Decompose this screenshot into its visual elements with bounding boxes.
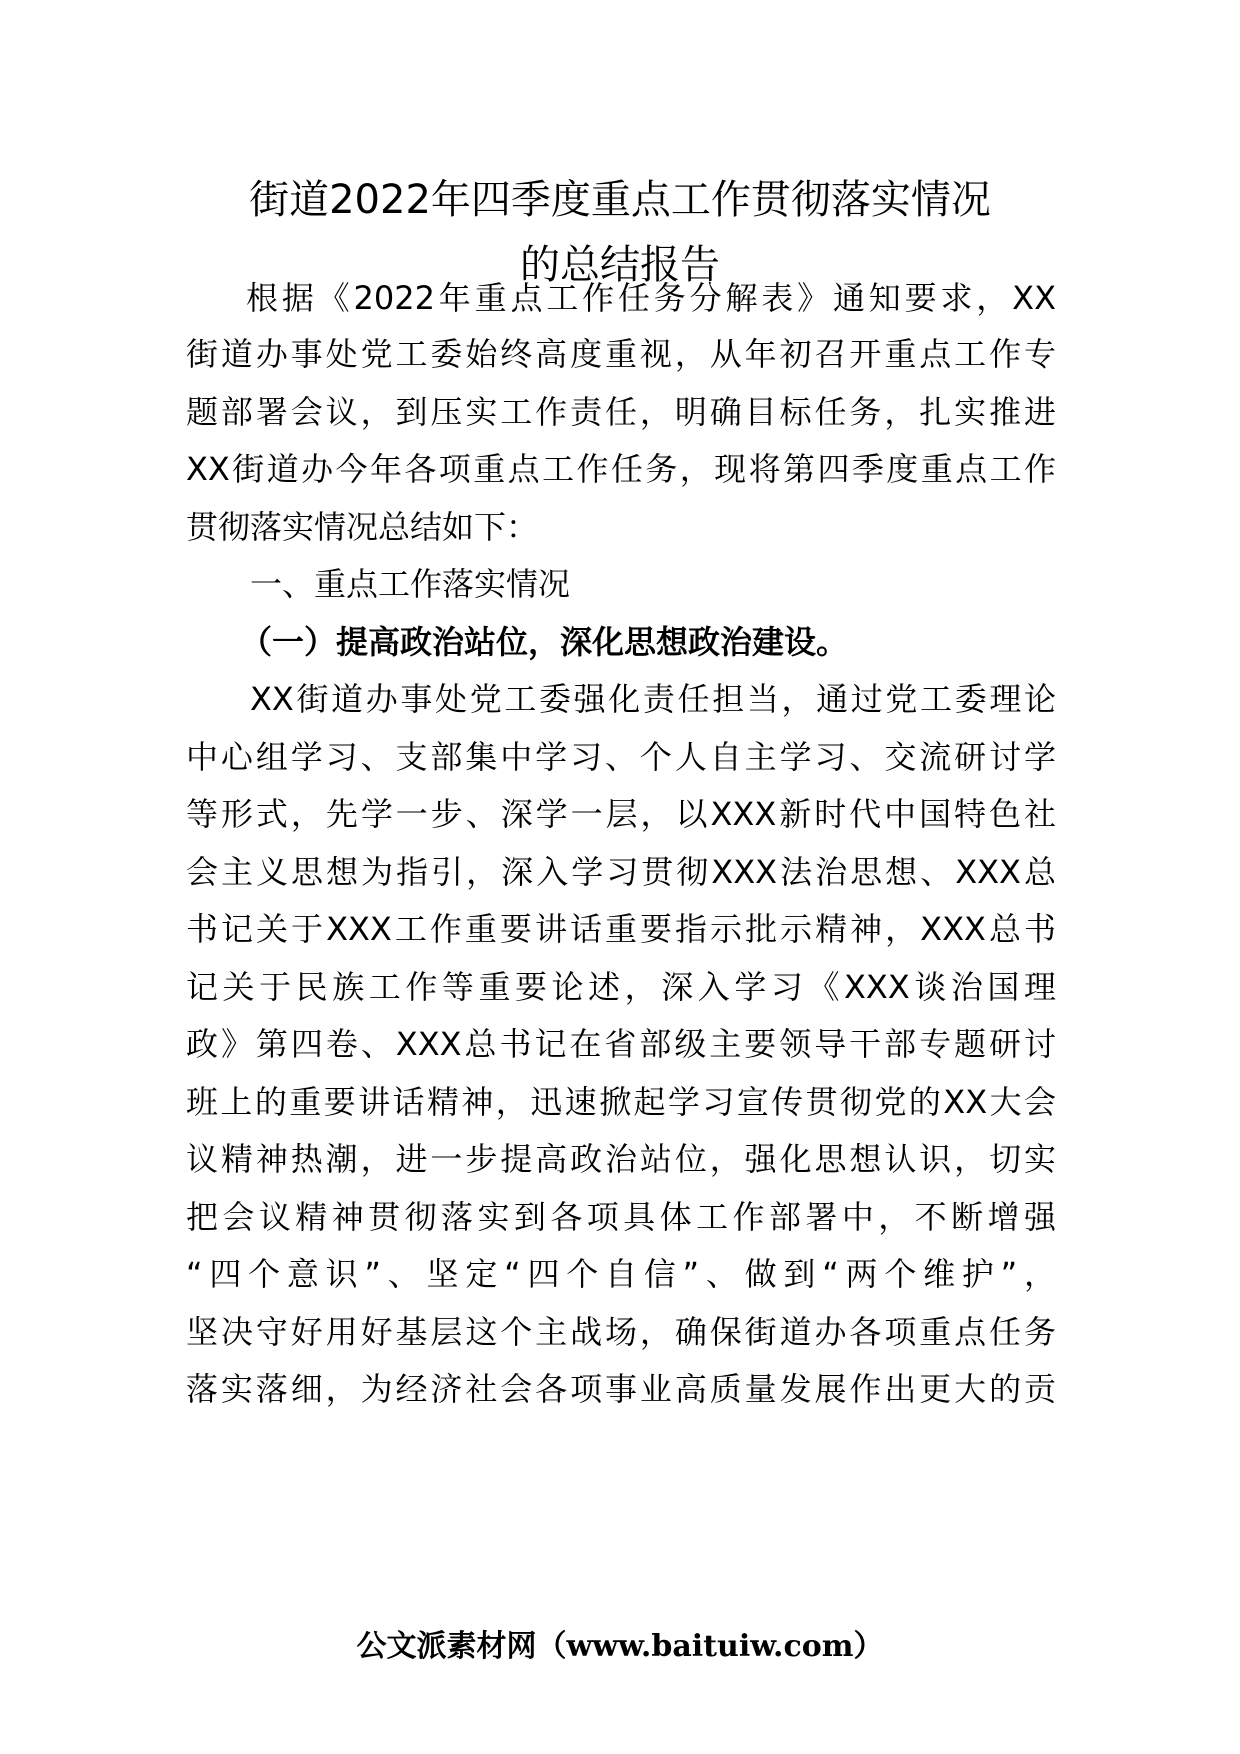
body-line: 书记关于XXX工作重要讲话重要指示批示精神，XXX总书 xyxy=(186,910,1056,948)
body-line: XX街道办事处党工委强化责任担当，通过党工委理论 xyxy=(250,680,1056,718)
body-line: 等形式，先学一步、深学一层，以XXX新时代中国特色社 xyxy=(186,795,1056,833)
body-line: 中心组学习、支部集中学习、个人自主学习、交流研讨学 xyxy=(186,738,1056,776)
body-line: 把会议精神贯彻落实到各项具体工作部署中，不断增强 xyxy=(186,1198,1056,1236)
intro-line: XX街道办今年各项重点工作任务，现将第四季度重点工作 xyxy=(186,450,1056,488)
body-line: 落实落细，为经济社会各项事业高质量发展作出更大的贡 xyxy=(186,1370,1056,1408)
body-line: 坚决守好用好基层这个主战场，确保街道办各项重点任务 xyxy=(186,1313,1056,1351)
intro-line: 贯彻落实情况总结如下： xyxy=(186,508,539,546)
intro-line: 街道办事处党工委始终高度重视，从年初召开重点工作专 xyxy=(186,335,1056,373)
body-line: 政》第四卷、XXX总书记在省部级主要领导干部专题研讨 xyxy=(186,1025,1056,1063)
body-line: 记关于民族工作等重要论述，深入学习《XXX谈治国理 xyxy=(186,968,1056,1006)
document-title-line-2: 的总结报告 xyxy=(520,242,720,288)
body-line: 会主义思想为指引，深入学习贯彻XXX法治思想、XXX总 xyxy=(186,853,1056,891)
document-title-line-1: 街道2022年四季度重点工作贯彻落实情况 xyxy=(249,177,991,223)
footer-watermark: 公文派素材网（www.baituiw.com） xyxy=(356,1629,884,1664)
intro-line: 根据《2022年重点工作任务分解表》通知要求，XX xyxy=(246,279,1056,317)
subsection-heading: （一）提高政治站位，深化思想政治建设。 xyxy=(240,623,849,661)
intro-line: 题部署会议，到压实工作责任，明确目标任务，扎实推进 xyxy=(186,393,1056,431)
section-heading: 一、重点工作落实情况 xyxy=(250,565,571,603)
body-line: 议精神热潮，进一步提高政治站位，强化思想认识，切实 xyxy=(186,1140,1056,1178)
body-line: 班上的重要讲话精神，迅速掀起学习宣传贯彻党的XX大会 xyxy=(186,1083,1056,1121)
body-line: “四个意识”、坚定“四个自信”、做到“两个维护”， xyxy=(186,1255,1056,1293)
